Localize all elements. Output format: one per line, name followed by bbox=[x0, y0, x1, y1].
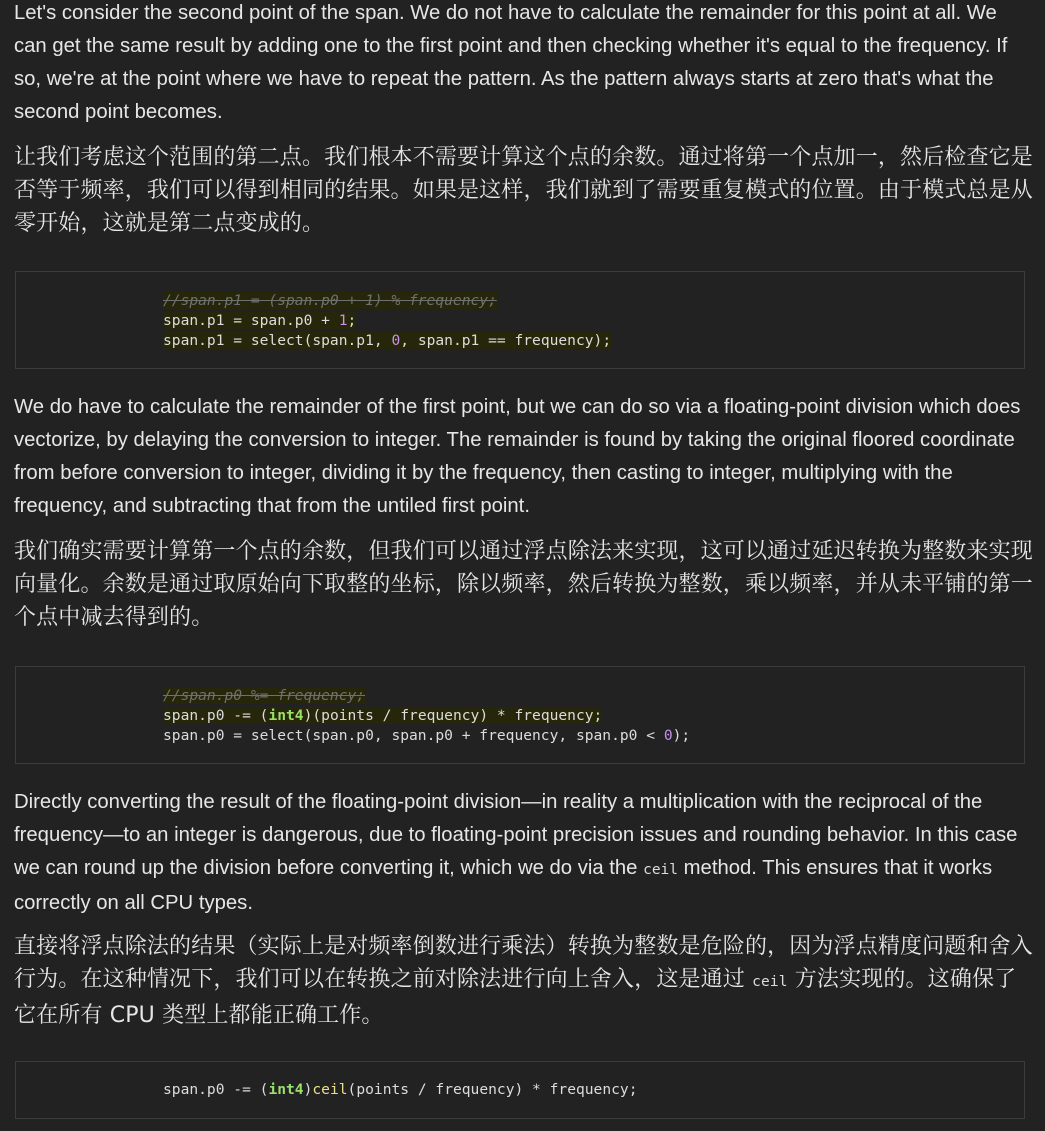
paragraph-chinese-2: 我们确实需要计算第一个点的余数，但我们可以通过浮点除法来实现，这可以通过延迟转换为整数来实现向量化。余数是通过取原始向下取整的坐标，除以频率，然后转换为整数，乘以频率，并从未平铺的第一个点中减去得到的。 bbox=[14, 539, 1033, 630]
code-line: span.p0 = select(span.p0, span.p0 + frequency, span.p0 < 0); bbox=[163, 727, 691, 744]
code-line: //span.p1 = (span.p0 + 1) % frequency; bbox=[163, 292, 497, 309]
code-line: span.p0 -= (int4)(points / frequency) * frequency; bbox=[163, 707, 603, 724]
inline-code-ceil: ceil bbox=[752, 974, 788, 990]
paragraph-english-1: Let's consider the second point of the span. We do not have to calculate the remainder for this point at all. We can get the same result by adding one to the first point and then checking whether it's equal to the frequency. If so, we're at the point where we have to repeat the pattern. As the pattern always starts at zero that's what the second point becomes. bbox=[14, 2, 1008, 123]
paragraph-english-3: Directly converting the result of the floating-point division—in reality a multiplication with the reciprocal of the frequency—to an integer is dangerous, due to floating-point precision issues and rounding behavior. In this case we can round up the division before converting it, which we do via the ceil method. This ensures that it works correctly on all CPU types. bbox=[14, 791, 1018, 914]
code-block-2 bbox=[15, 666, 1025, 764]
code-line: span.p0 -= (int4)ceil(points / frequency) * frequency; bbox=[163, 1081, 638, 1098]
paragraph-english-2: We do have to calculate the remainder of the first point, but we can do so via a floating-point division which does vectorize, by delaying the conversion to integer. The remainder is found by taking the original floored coordinate from before conversion to integer, dividing it by the frequency, then casting to integer, multiplying with the frequency, and subtracting that from the untiled first point. bbox=[14, 396, 1021, 517]
code-line: //span.p0 %= frequency; bbox=[163, 687, 366, 704]
code-line: span.p1 = span.p0 + 1; bbox=[163, 312, 357, 329]
paragraph-chinese-1: 让我们考虑这个范围的第二点。我们根本不需要计算这个点的余数。通过将第一个点加一，然后检查它是否等于频率，我们可以得到相同的结果。如果是这样，我们就到了需要重复模式的位置。由于模式总是从零开始，这就是第二点变成的。 bbox=[14, 145, 1033, 236]
code-block-3 bbox=[15, 1061, 1025, 1119]
code-line: span.p1 = select(span.p1, 0, span.p1 == frequency); bbox=[163, 332, 612, 349]
paragraph-chinese-3: 直接将浮点除法的结果（实际上是对频率倒数进行乘法）转换为整数是危险的，因为浮点精度问题和舍入行为。在这种情况下，我们可以在转换之前对除法进行向上舍入，这是通过 ceil 方法实现的。这确保了它在所有 CPU 类型上都能正确工作。 bbox=[14, 934, 1033, 1028]
code-block-1 bbox=[15, 271, 1025, 369]
inline-code-ceil: ceil bbox=[643, 862, 679, 878]
